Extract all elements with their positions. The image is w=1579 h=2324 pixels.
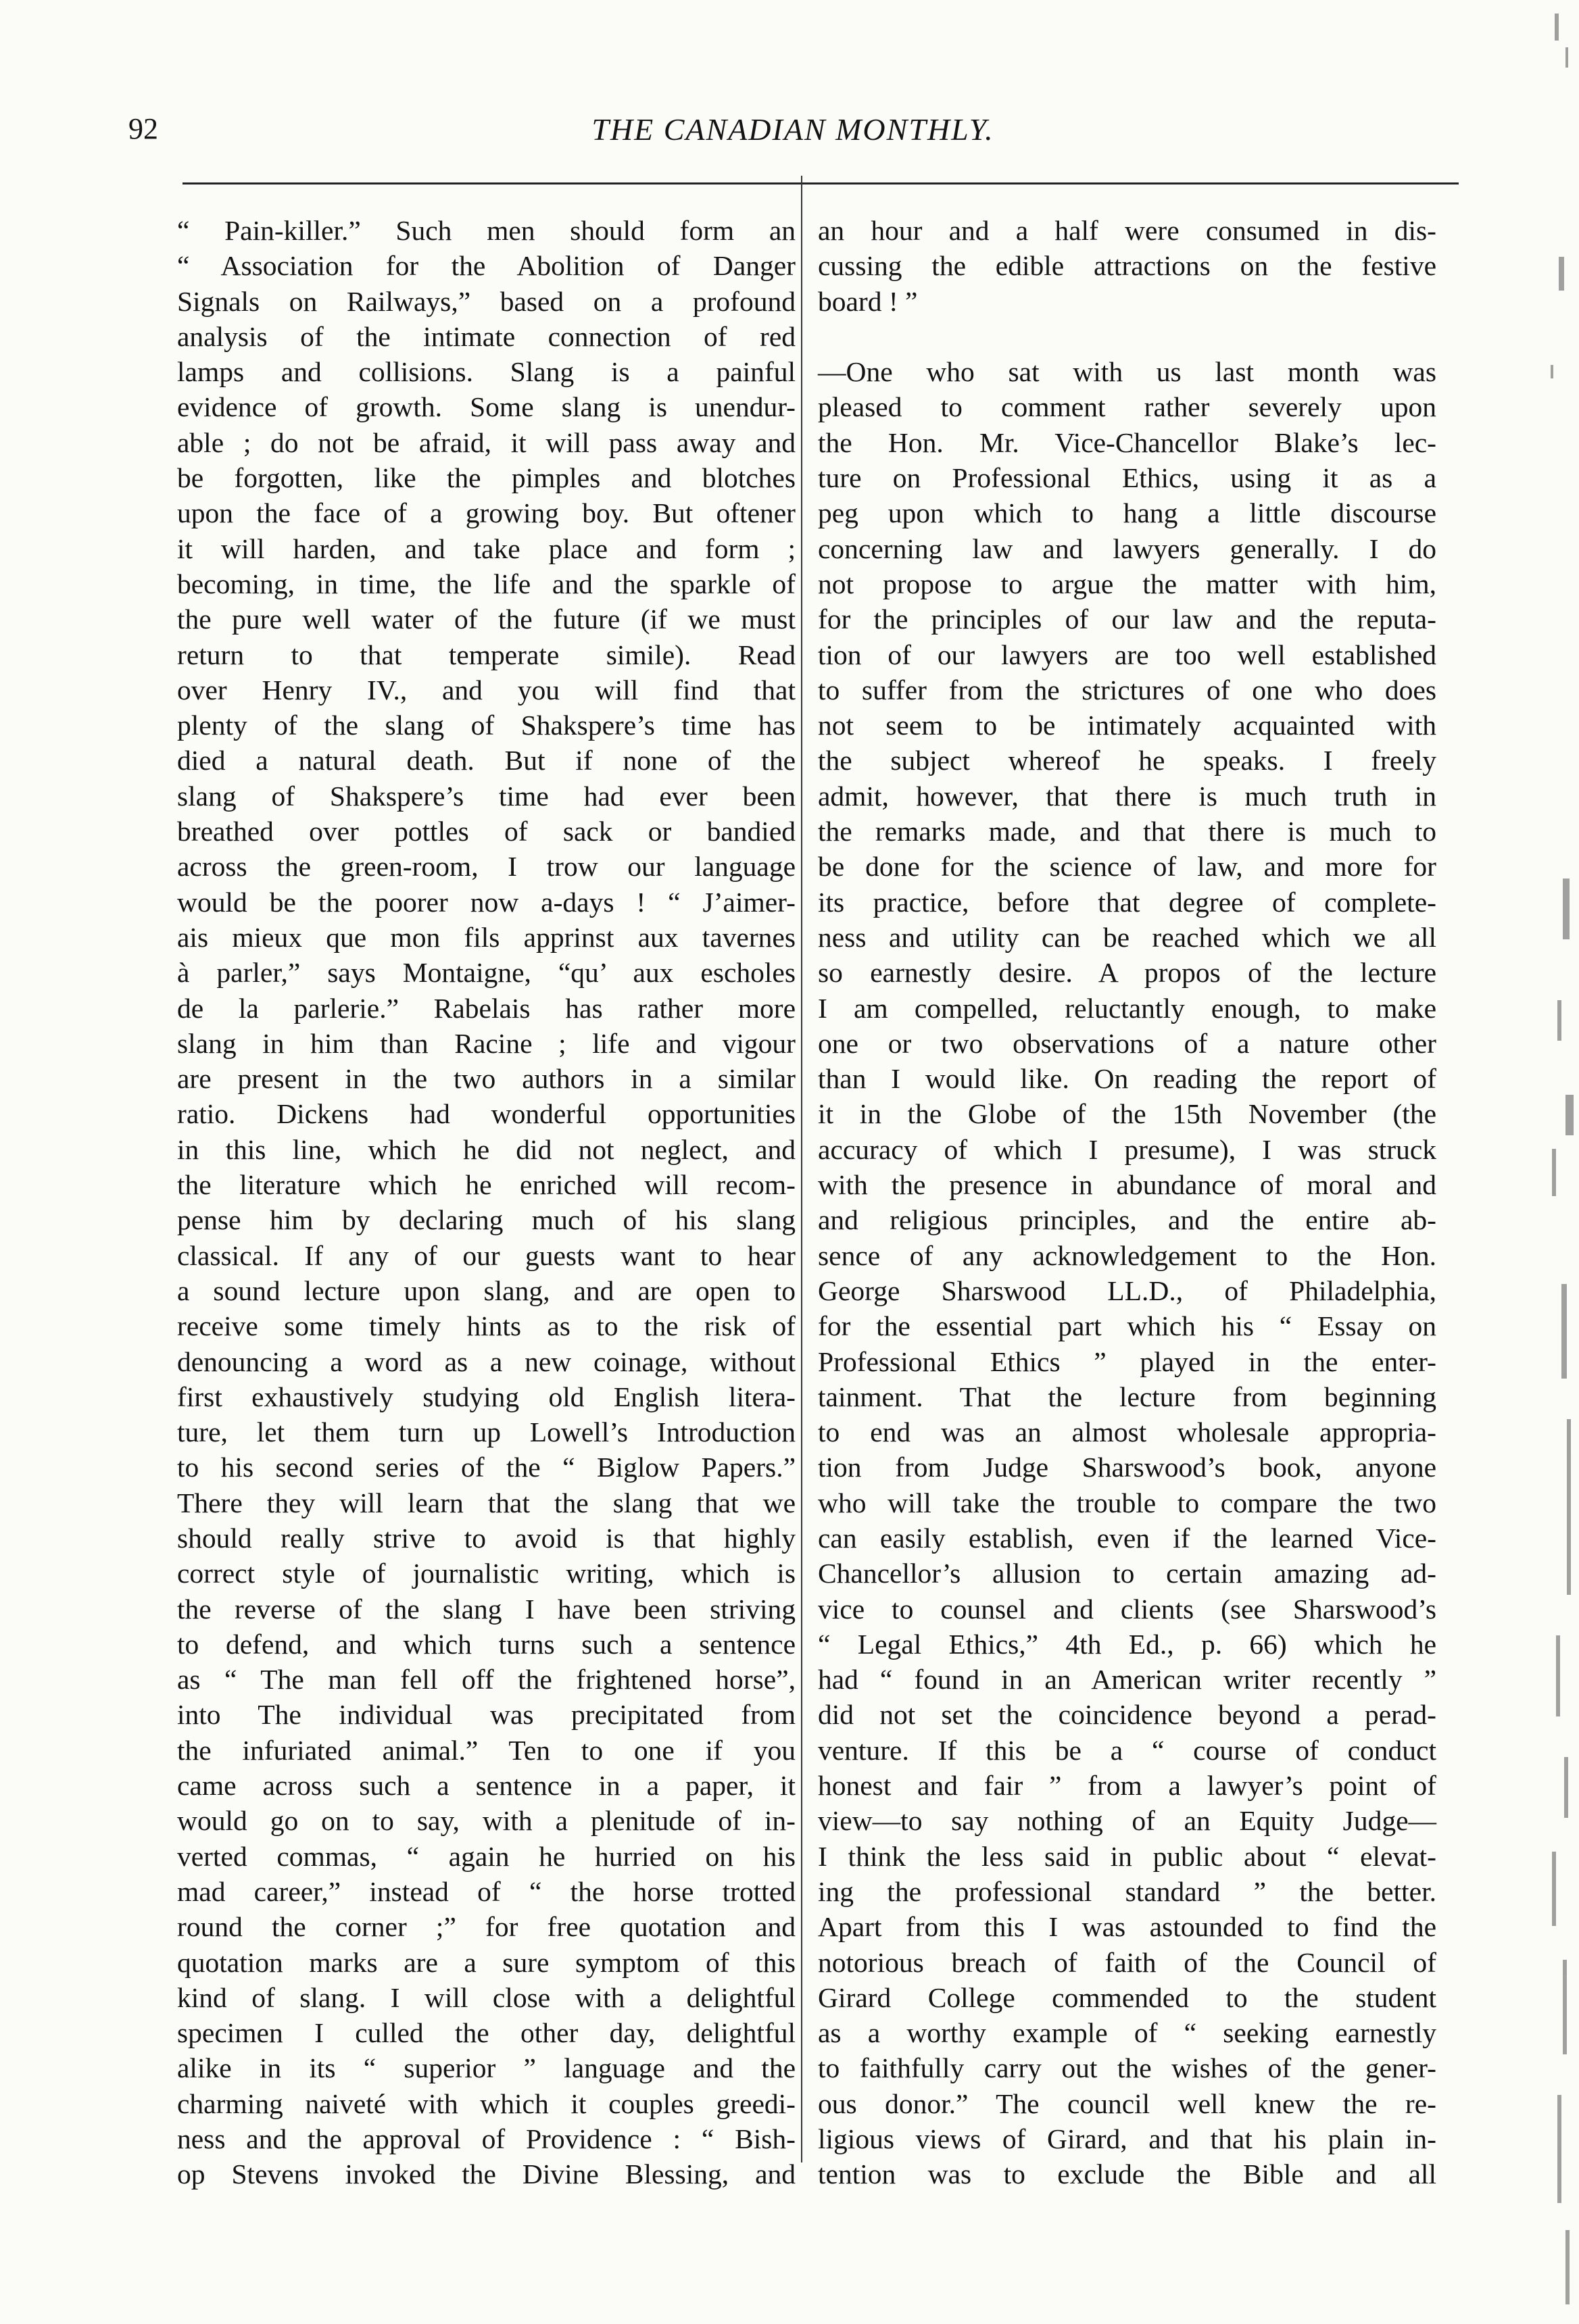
text-line: tion of our lawyers are too well established	[818, 639, 1436, 670]
text-line: denouncing a word as a new coinage, without	[177, 1345, 796, 1377]
text-line: into The individual was precipitated from	[177, 1699, 796, 1731]
text-line: “ Association for the Abolition of Danger	[177, 250, 796, 282]
text-line: board ! ”	[818, 285, 918, 317]
text-line: “ Legal Ethics,” 4th Ed., p. 66) which he	[818, 1628, 1436, 1660]
page-number: 92	[128, 112, 158, 145]
text-line: ligious views of Girard, and that his plain in-	[818, 2123, 1436, 2155]
text-line: venture. If this be a “ course of conduct	[818, 1734, 1436, 1766]
column-divider	[801, 176, 802, 2162]
text-line: the subject whereof he speaks. I freely	[818, 745, 1436, 776]
text-line: to end was an almost wholesale appropria-	[818, 1416, 1436, 1448]
text-line: upon the face of a growing boy. But oftener	[177, 497, 796, 529]
page-header	[128, 112, 1457, 159]
text-line: Chancellor’s allusion to certain amazing ad-	[818, 1558, 1436, 1589]
text-line: —One who sat with us last month was	[818, 356, 1436, 388]
right-column	[818, 213, 1436, 2192]
text-line: one or two observations of a nature other	[818, 1027, 1436, 1059]
text-line: than I would like. On reading the report of	[818, 1063, 1436, 1095]
text-line: op Stevens invoked the Divine Blessing, and	[177, 2158, 796, 2190]
text-line: as “ The man fell off the frightened horse”,	[177, 1664, 796, 1696]
text-line: accuracy of which I presume), I was struck	[818, 1133, 1436, 1165]
text-line: kind of slang. I will close with a delightful	[177, 1981, 796, 2013]
text-line: George Sharswood LL.D., of Philadelphia,	[818, 1275, 1436, 1306]
text-line: not propose to argue the matter with him,	[818, 568, 1436, 599]
text-line: Girard College commended to the student	[818, 1981, 1436, 2013]
text-line: peg upon which to hang a little discourse	[818, 497, 1436, 529]
text-line: for the essential part which his “ Essay on	[818, 1310, 1436, 1342]
text-line: ratio. Dickens had wonderful opportunities	[177, 1098, 796, 1130]
text-line: the infuriated animal.” Ten to one if you	[177, 1734, 796, 1766]
paragraph-gap	[818, 319, 1436, 354]
text-line: to his second series of the “ Biglow Papers.”	[177, 1452, 796, 1483]
text-line: did not set the coincidence beyond a perad-	[818, 1699, 1436, 1731]
text-line: alike in its “ superior ” language and the	[177, 2052, 796, 2084]
text-line: pense him by declaring much of his slang	[177, 1204, 796, 1236]
text-line: analysis of the intimate connection of red	[177, 320, 796, 352]
text-line: I think the less said in public about “ elevat-	[818, 1840, 1436, 1872]
text-line: mad career,” instead of “ the horse trotted	[177, 1875, 796, 1907]
text-line: the Hon. Mr. Vice-Chancellor Blake’s lec-	[818, 426, 1436, 458]
text-line: in this line, which he did not neglect, and	[177, 1133, 796, 1165]
text-line: ais mieux que mon fils apprinst aux tavernes	[177, 921, 796, 953]
text-line: as a worthy example of “ seeking earnestly	[818, 2017, 1436, 2049]
scan-edge-noise	[1525, 0, 1579, 2324]
header-rule	[183, 182, 1459, 184]
text-line: lamps and collisions. Slang is a painful	[177, 356, 796, 388]
text-line: ture on Professional Ethics, using it as a	[818, 462, 1436, 494]
text-line: with the presence in abundance of moral and	[818, 1169, 1436, 1201]
text-line: so earnestly desire. A propos of the lecture	[818, 957, 1436, 989]
text-line: classical. If any of our guests want to hear	[177, 1239, 796, 1271]
text-line: should really strive to avoid is that highly	[177, 1522, 796, 1554]
text-line: ness and the approval of Providence : “ Bish-	[177, 2123, 796, 2155]
text-line: specimen I culled the other day, delightful	[177, 2017, 796, 2049]
text-line: ture, let them turn up Lowell’s Introduction	[177, 1416, 796, 1448]
text-line: slang in him than Racine ; life and vigour	[177, 1027, 796, 1059]
text-line: had “ found in an American writer recently ”	[818, 1664, 1436, 1696]
text-line: ing the professional standard ” the better.	[818, 1875, 1436, 1907]
text-line: vice to counsel and clients (see Sharswood’s	[818, 1593, 1436, 1625]
text-line: to faithfully carry out the wishes of the gener-	[818, 2052, 1436, 2084]
text-line: who will take the trouble to compare the two	[818, 1487, 1436, 1518]
text-line: across the green-room, I trow our language	[177, 851, 796, 883]
text-line: tion from Judge Sharswood’s book, anyone	[818, 1452, 1436, 1483]
text-line: an hour and a half were consumed in dis-	[818, 215, 1436, 246]
text-line: to defend, and which turns such a sentence	[177, 1628, 796, 1660]
text-line: the remarks made, and that there is much to	[818, 816, 1436, 847]
text-line: first exhaustively studying old English litera-	[177, 1381, 796, 1412]
text-line: died a natural death. But if none of the	[177, 745, 796, 776]
text-line: it in the Globe of the 15th November (the	[818, 1098, 1436, 1130]
left-column	[177, 213, 796, 2192]
text-line: becoming, in time, the life and the sparkle of	[177, 568, 796, 599]
text-line: for the principles of our law and the reputa-	[818, 603, 1436, 635]
text-line: the literature which he enriched will recom-	[177, 1169, 796, 1201]
text-line: breathed over pottles of sack or bandied	[177, 816, 796, 847]
text-line: receive some timely hints as to the risk of	[177, 1310, 796, 1342]
text-line: tainment. That the lecture from beginning	[818, 1381, 1436, 1412]
text-line: Apart from this I was astounded to find the	[818, 1911, 1436, 1943]
text-line: Signals on Railways,” based on a profound	[177, 285, 796, 317]
text-line: would go on to say, with a plenitude of in-	[177, 1805, 796, 1837]
text-line: evidence of growth. Some slang is unendur-	[177, 391, 796, 423]
text-line: verted commas, “ again he hurried on his	[177, 1840, 796, 1872]
text-line: would be the poorer now a-days ! “ J’aimer-	[177, 886, 796, 918]
text-line: quotation marks are a sure symptom of this	[177, 1946, 796, 1978]
text-line: sence of any acknowledgement to the Hon.	[818, 1239, 1436, 1271]
text-line: Professional Ethics ” played in the enter-	[818, 1345, 1436, 1377]
running-title: THE CANADIAN MONTHLY.	[591, 112, 994, 147]
text-line: charming naiveté with which it couples greedi-	[177, 2087, 796, 2119]
text-line: There they will learn that the slang that we	[177, 1487, 796, 1518]
text-line: plenty of the slang of Shakspere’s time has	[177, 710, 796, 741]
text-line: and religious principles, and the entire ab-	[818, 1204, 1436, 1236]
text-line: it will harden, and take place and form ;	[177, 533, 796, 564]
text-line: be forgotten, like the pimples and blotches	[177, 462, 796, 494]
text-line: view—to say nothing of an Equity Judge—	[818, 1805, 1436, 1837]
text-line: honest and fair ” from a lawyer’s point of	[818, 1770, 1436, 1802]
text-line: “ Pain-killer.” Such men should form an	[177, 215, 796, 246]
text-line: can easily establish, even if the learned Vice-	[818, 1522, 1436, 1554]
text-line: are present in the two authors in a similar	[177, 1063, 796, 1095]
text-line: to suffer from the strictures of one who does	[818, 674, 1436, 706]
text-line: pleased to comment rather severely upon	[818, 391, 1436, 423]
text-line: ous donor.” The council well knew the re-	[818, 2087, 1436, 2119]
text-line: cussing the edible attractions on the festive	[818, 250, 1436, 282]
text-line: à parler,” says Montaigne, “qu’ aux escholes	[177, 957, 796, 989]
text-line: return to that temperate simile). Read	[177, 639, 796, 670]
text-line: not seem to be intimately acquainted with	[818, 710, 1436, 741]
text-line: its practice, before that degree of complete-	[818, 886, 1436, 918]
text-line: the reverse of the slang I have been striving	[177, 1593, 796, 1625]
text-line: slang of Shakspere’s time had ever been	[177, 780, 796, 812]
text-line: tention was to exclude the Bible and all	[818, 2158, 1436, 2190]
text-line: concerning law and lawyers generally. I do	[818, 533, 1436, 564]
text-line: de la parlerie.” Rabelais has rather more	[177, 992, 796, 1024]
text-line: be done for the science of law, and more for	[818, 851, 1436, 883]
text-line: the pure well water of the future (if we must	[177, 603, 796, 635]
text-line: ness and utility can be reached which we all	[818, 921, 1436, 953]
text-line: correct style of journalistic writing, which is	[177, 1558, 796, 1589]
text-line: admit, however, that there is much truth in	[818, 780, 1436, 812]
text-line: I am compelled, reluctantly enough, to make	[818, 992, 1436, 1024]
text-line: a sound lecture upon slang, and are open to	[177, 1275, 796, 1306]
text-line: came across such a sentence in a paper, it	[177, 1770, 796, 1802]
text-line: notorious breach of faith of the Council of	[818, 1946, 1436, 1978]
text-line: able ; do not be afraid, it will pass away and	[177, 426, 796, 458]
text-line: over Henry IV., and you will find that	[177, 674, 796, 706]
text-line: round the corner ;” for free quotation and	[177, 1911, 796, 1943]
